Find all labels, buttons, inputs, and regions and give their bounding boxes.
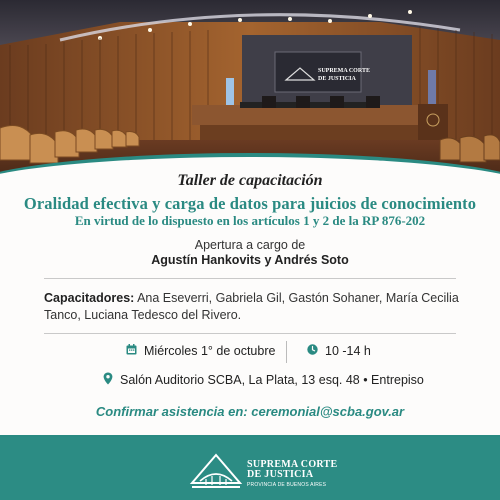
confirm-attendance-link[interactable]: Confirmar asistencia en: ceremonial@scba.gov.ar — [95, 404, 405, 419]
date-row — [126, 344, 275, 358]
event-subtitle: En virtud de lo dispuesto en los artículos 1 y 2 de la RP 876-202 — [74, 213, 426, 228]
trainers-block — [44, 290, 464, 324]
footer-org-line3: PROVINCIA DE BUENOS AIRES — [247, 482, 327, 488]
footer-org-line1: SUPREMA CORTE — [247, 459, 338, 470]
photo-sign-text-2: DE JUSTICIA — [318, 76, 356, 82]
time-row — [307, 344, 371, 358]
divider-top — [44, 278, 456, 279]
event-title: Oralidad efectiva y carga de datos para juicios de conocimiento — [23, 194, 477, 213]
trainers-names: Ana Eseverri, Gabriela Gil, Gastón Sohaner, María Cecilia Tanco, Luciana Tedesco del Rivero. — [44, 291, 459, 322]
photo-sign-text-1: SUPREMA CORTE — [318, 68, 370, 74]
location-row — [103, 372, 424, 388]
scba-logo-icon — [188, 449, 244, 491]
map-pin-icon — [103, 372, 113, 388]
event-date: Miércoles 1° de octubre — [144, 344, 276, 358]
footer-org-line2: DE JUSTICIA — [247, 469, 314, 480]
divider-middle — [44, 333, 456, 334]
event-time: 10 -14 h — [325, 344, 371, 358]
trainers-label: Capacitadores: — [44, 291, 135, 305]
clock-icon — [307, 344, 318, 358]
workshop-label: Taller de capacitación — [177, 172, 323, 189]
opening-label: Apertura a cargo de — [194, 238, 306, 252]
calendar-icon — [126, 344, 137, 358]
details-divider — [286, 341, 287, 363]
opening-names: Agustín Hankovits y Andrés Soto — [151, 253, 349, 267]
footer-org-name — [247, 460, 338, 490]
event-location: Salón Auditorio SCBA, La Plata, 13 esq. 48 • Entrepiso — [120, 373, 424, 387]
